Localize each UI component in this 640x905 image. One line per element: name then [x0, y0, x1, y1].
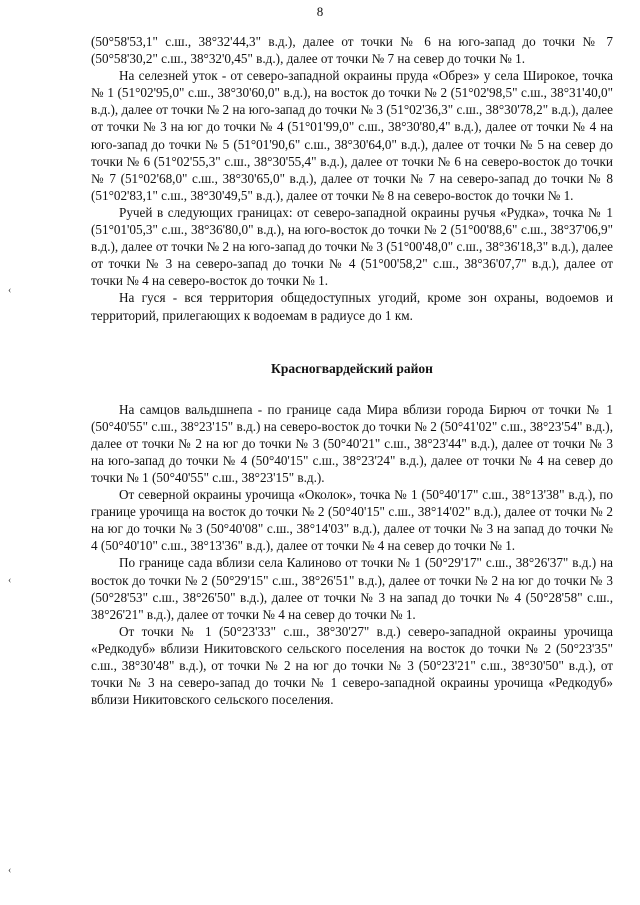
paragraph: По границе сада вблизи села Калиново от точки № 1 (50°29'17" с.ш., 38°26'37" в.д.) на восток до точки № 2 (50°29'15" с.ш., 38°26'51" в.д.), далее от точки № 2 на юг до точки № 3 (50°28'53" с.ш., 38°26'50" в.д.), далее от точки № 3 на запад до точки № 4 (50°28'58" с.ш., 38°26'21" в.д.), далее от точки № 4 на север до точки № 1. — [91, 555, 613, 622]
paragraph: На селезней уток - от северо-западной окраины пруда «Обрез» у села Широкое, точка № 1 (51°02'95,0" с.ш., 38°30'60,0" в.д.), на восток до точки № 2 (51°02'98,5" с.ш., 38°31'40,0" в.д.), далее от точки № 2 на юго-запад до точки № 3 (51°02'36,3" с.ш., 38°30'78,2" в.д.), далее от точки № 3 на юг до точки № 4 (51°01'99,0" с.ш., 38°30'80,4" в.д.), далее от точки № 4 на юго-запад до точки № 5 (51°01'90,6" с.ш., 38°30'64,0" в.д.), далее от точки № 5 на север до точки № 6 (51°02'55,3" с.ш., 38°30'55,4" в.д.), далее от точки № 6 на северо-восток до точки № 7 (51°02'68,0" с.ш., 38°30'65,0" в.д.), далее от точки № 7 на северо-запад до точки № 8 (51°02'83,1" с.ш., 38°30'49,5" в.д.), далее от точки № 8 на северо-восток до точки № 1. — [91, 68, 613, 203]
paragraph: На самцов вальдшнепа - по границе сада Мира вблизи города Бирюч от точки № 1 (50°40'55" с.ш., 38°23'15" в.д.) на северо-восток до точки № 2 (50°41'02" с.ш., 38°23'54" в.д.), далее от точки № 2 на юг до точки № 3 (50°40'21" с.ш., 38°23'44" в.д.), далее от точки № 3 на юго-запад до точки № 4 (50°40'15" с.ш., 38°23'24" в.д.), далее от точки № 4 на север до точки № 1 (50°40'55" с.ш., 38°23'15" в.д.). — [91, 401, 613, 485]
margin-mark: ‹ — [8, 575, 12, 586]
page-number: 8 — [316, 4, 324, 19]
paragraph: На гуся - вся территория общедоступных угодий, кроме зон охраны, водоемов и территорий, прилегающих к водоемам в радиусе до 1 км. — [91, 290, 613, 323]
paragraph: (50°58'53,1" с.ш., 38°32'44,3" в.д.), далее от точки № 6 на юго-запад до точки № 7 (50°58'30,2" с.ш., 38°32'0,45" в.д.), далее от точки № 7 на север до точки № 1. — [91, 34, 613, 67]
paragraph: Ручей в следующих границах: от северо-западной окраины ручья «Рудка», точка № 1 (51°01'05,3" с.ш., 38°36'80,0" в.д.), на юго-восток до точки № 2 (51°00'88,6" с.ш., 38°37'06,9" в.д.), далее от точки № 2 на юго-запад до точки № 3 (51°00'48,0" с.ш., 38°36'18,3" в.д.), далее от точки № 3 на северо-запад до точки № 4 (51°00'58,2" с.ш., 38°36'07,7" в.д.), далее от точки № 4 на северо-восток до точки № 1. — [91, 204, 613, 289]
margin-mark: ‹ — [8, 865, 12, 876]
paragraph: От точки № 1 (50°23'33" с.ш., 38°30'27" в.д.) северо-западной окраины урочища «Редкодуб» вблизи Никитовского сельского поселения на восток до точки № 2 (50°23'35" с.ш., 38°30'48" в.д.), от точки № 2 на юг до точки № 3 (50°23'21" с.ш., 38°30'50" в.д.), от точки № 3 на северо-запад до точки № 1 северо-западной окраины урочища «Редкодуб» вблизи Никитовского сельского поселения. — [91, 623, 613, 708]
paragraph: От северной окраины урочища «Околок», точка № 1 (50°40'17" с.ш., 38°13'38" в.д.), по границе урочища на восток до точки № 2 (50°40'15" с.ш., 38°14'02" в.д.), далее от точки № 2 на юг до точки № 3 (50°40'08" с.ш., 38°14'03" в.д.), далее от точки № 3 на запад до точки № 4 (50°40'10" с.ш., 38°13'36" в.д.), далее от точки № 4 на север до точки № 1. — [91, 487, 613, 554]
document-body — [91, 33, 613, 708]
section-heading: Красногвардейский район — [271, 360, 433, 376]
margin-mark: ‹ — [8, 285, 12, 296]
